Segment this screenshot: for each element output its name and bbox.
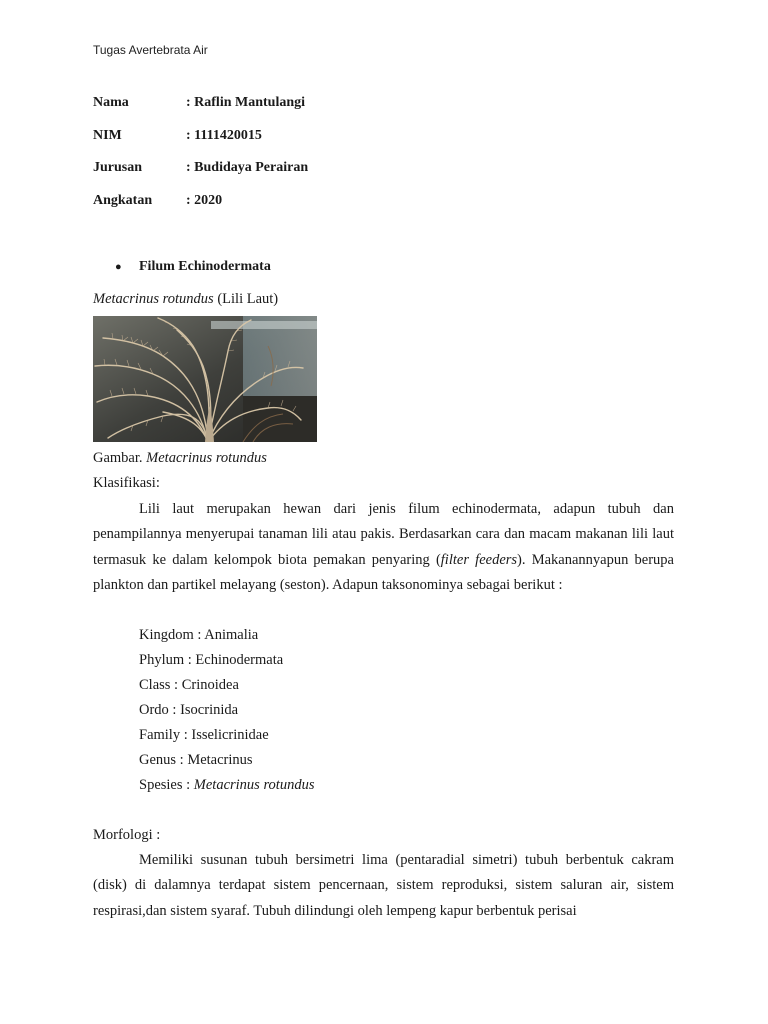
- morfologi-paragraph: Memiliki susunan tubuh bersimetri lima (pentaradial simetri) tubuh berbentuk cakram (disk) di dalamnya terdapat sistem pencernaan, sistem reproduksi, sistem saluran air, sistem respirasi,dan sistem syaraf. Tubuh dilindungi oleh lempeng kapur berbentuk perisai: [93, 852, 674, 919]
- identity-value: : 1111420015: [186, 128, 262, 143]
- figure-caption: [93, 450, 267, 467]
- klasifikasi-text-italic: filter feeders: [440, 551, 518, 568]
- section-title: Filum Echinodermata: [139, 259, 271, 274]
- klasifikasi-text-after: ). Makanannyapun berupa plankton dan partikel melayang (seston). Adapun taksonominya sebagai berikut :: [93, 551, 674, 593]
- species-common-name: (Lili Laut): [213, 291, 279, 307]
- identity-label: Jurusan: [93, 160, 143, 175]
- spesies-label: Spesies :: [139, 777, 194, 793]
- spesies-name: Metacrinus rotundus: [193, 777, 315, 793]
- klasifikasi-text-before: Lili laut merupakan hewan dari jenis filum echinodermata, adapun tubuh dan penampilannya menyerupai tanaman lili atau pakis. Berdasarkan cara dan macam makanan lili laut termasuk ke dalam kelompok biota pemakan penyaring (: [93, 501, 674, 568]
- page-header: Tugas Avertebrata Air: [93, 43, 208, 57]
- identity-value: : Raflin Mantulangi: [186, 95, 306, 110]
- identity-label: Angkatan: [93, 193, 153, 208]
- taxonomy-item: Kingdom : Animalia: [139, 627, 259, 643]
- caption-prefix: Gambar.: [93, 450, 147, 466]
- species-title: [93, 291, 278, 308]
- identity-row-nim: [93, 128, 262, 144]
- taxonomy-item: Genus : Metacrinus: [139, 752, 253, 768]
- morfologi-heading: Morfologi :: [93, 827, 161, 843]
- identity-row-nama: [93, 95, 305, 111]
- species-scientific-name: Metacrinus rotundus: [93, 291, 214, 307]
- sea-lily-photo: [93, 316, 317, 442]
- identity-label: Nama: [93, 95, 129, 110]
- caption-species-name: Metacrinus rotundus: [146, 450, 267, 466]
- taxonomy-item: Class : Crinoidea: [139, 677, 239, 693]
- taxonomy-item: Family : Isselicrinidae: [139, 727, 269, 743]
- identity-label: NIM: [93, 128, 122, 143]
- taxonomy-item: Phylum : Echinodermata: [139, 652, 284, 668]
- klasifikasi-heading: Klasifikasi:: [93, 475, 160, 491]
- klasifikasi-paragraph: [93, 497, 674, 598]
- identity-value: : 2020: [186, 193, 223, 208]
- section-heading: [115, 259, 271, 275]
- bullet-icon: ●: [115, 261, 122, 273]
- sea-lily-image: [93, 316, 317, 442]
- taxonomy-item-spesies: [139, 777, 314, 794]
- taxonomy-item: Ordo : Isocrinida: [139, 702, 239, 718]
- identity-value: : Budidaya Perairan: [186, 160, 309, 175]
- identity-row-jurusan: [93, 160, 308, 176]
- identity-row-angkatan: [93, 193, 222, 209]
